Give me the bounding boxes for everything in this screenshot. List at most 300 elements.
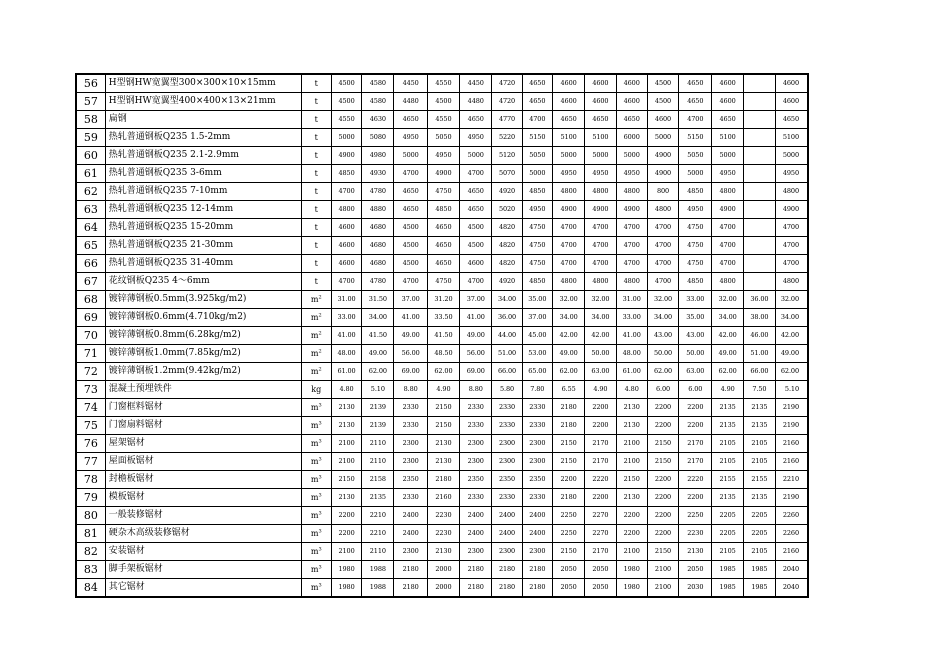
price-cell: 4600 (331, 255, 361, 273)
price-cell: 5220 (492, 129, 522, 147)
price-cell: 48.00 (331, 345, 361, 363)
unit-cell (301, 183, 331, 201)
table-row (76, 417, 808, 435)
price-cell: 62.00 (552, 363, 584, 381)
price-cell: 5000 (552, 147, 584, 165)
price-cell: 1985 (743, 561, 775, 579)
table-row (76, 525, 808, 543)
table-row (76, 273, 808, 291)
price-cell: 2400 (394, 525, 427, 543)
unit-cell (301, 453, 331, 471)
unit-cell (301, 129, 331, 147)
price-cell: 4600 (647, 111, 678, 129)
price-cell: 4680 (362, 255, 394, 273)
material-name: 屋面板锯材 (105, 453, 301, 471)
material-name: 花纹钢板Q235 4～6mm (105, 273, 301, 291)
price-cell: 4700 (647, 237, 678, 255)
price-cell: 2135 (362, 489, 394, 507)
price-cell: 2135 (743, 417, 775, 435)
price-cell: 51.00 (492, 345, 522, 363)
price-cell: 8.80 (460, 381, 492, 399)
price-cell: 2300 (460, 453, 492, 471)
price-cell: 5070 (492, 165, 522, 183)
unit-text: m (310, 457, 319, 466)
price-cell: 34.00 (776, 309, 808, 327)
price-cell: 33.00 (679, 291, 712, 309)
price-cell: 4800 (585, 273, 616, 291)
material-name: 镀锌薄钢板0.8mm(6.28kg/m2) (105, 327, 301, 345)
price-cell (743, 183, 775, 201)
material-name: 混凝土预埋铁件 (105, 381, 301, 399)
price-cell: 2150 (427, 417, 459, 435)
price-cell (743, 255, 775, 273)
unit-superscript: 2 (318, 312, 322, 319)
unit-text: m (310, 349, 319, 358)
price-cell: 2220 (585, 471, 616, 489)
price-cell: 4650 (712, 111, 743, 129)
price-cell: 31.00 (331, 291, 361, 309)
row-number: 84 (76, 579, 105, 598)
price-cell: 2150 (647, 543, 678, 561)
price-cell: 49.00 (552, 345, 584, 363)
price-cell: 5000 (776, 147, 808, 165)
material-name: 热轧普通钢板Q235 12-14mm (105, 201, 301, 219)
price-cell: 4980 (362, 147, 394, 165)
row-number: 69 (76, 309, 105, 327)
unit-cell (301, 111, 331, 129)
price-cell: 4500 (394, 255, 427, 273)
price-cell: 49.00 (362, 345, 394, 363)
price-cell: 4950 (427, 147, 459, 165)
price-cell: 4650 (460, 201, 492, 219)
price-cell: 4800 (712, 273, 743, 291)
row-number: 79 (76, 489, 105, 507)
price-cell: 66.00 (743, 363, 775, 381)
price-cell: 1985 (712, 579, 743, 598)
price-cell: 1988 (362, 561, 394, 579)
price-cell: 2400 (522, 507, 552, 525)
price-cell: 5100 (585, 129, 616, 147)
unit-text: m (310, 511, 319, 520)
price-cell: 2350 (460, 471, 492, 489)
price-cell: 43.00 (679, 327, 712, 345)
price-cell: 2330 (394, 489, 427, 507)
price-cell: 2200 (647, 399, 678, 417)
row-number: 61 (76, 165, 105, 183)
price-cell: 5080 (362, 129, 394, 147)
price-cell: 2300 (460, 543, 492, 561)
price-cell: 800 (647, 183, 678, 201)
price-cell: 34.00 (585, 309, 616, 327)
price-cell: 4720 (492, 93, 522, 111)
price-cell: 2110 (362, 435, 394, 453)
price-cell: 34.00 (492, 291, 522, 309)
table-row (76, 561, 808, 579)
price-cell: 62.00 (776, 363, 808, 381)
price-cell: 2350 (492, 471, 522, 489)
unit-superscript: 2 (318, 294, 322, 301)
price-cell: 2200 (647, 471, 678, 489)
row-number: 74 (76, 399, 105, 417)
unit-text: kg (311, 385, 322, 394)
price-cell: 4950 (522, 201, 552, 219)
price-cell: 2200 (647, 525, 678, 543)
price-cell: 4450 (460, 74, 492, 93)
price-cell: 4900 (712, 201, 743, 219)
price-cell: 5100 (776, 129, 808, 147)
price-cell: 4680 (362, 219, 394, 237)
price-cell: 43.00 (647, 327, 678, 345)
price-cell: 31.50 (362, 291, 394, 309)
price-cell: 5000 (522, 165, 552, 183)
table-row (76, 435, 808, 453)
price-cell: 50.00 (585, 345, 616, 363)
material-name: 屋架锯材 (105, 435, 301, 453)
price-cell (743, 165, 775, 183)
price-cell: 4700 (616, 237, 647, 255)
price-cell: 4850 (679, 273, 712, 291)
price-cell: 2100 (616, 435, 647, 453)
price-cell: 1980 (331, 579, 361, 598)
price-cell: 2330 (394, 417, 427, 435)
price-cell: 2210 (362, 525, 394, 543)
price-cell: 4800 (616, 183, 647, 201)
row-number: 62 (76, 183, 105, 201)
table-body (76, 74, 808, 597)
price-cell: 56.00 (460, 345, 492, 363)
table-row (76, 74, 808, 93)
price-cell: 4.90 (585, 381, 616, 399)
price-cell: 2190 (776, 417, 808, 435)
price-cell: 2139 (362, 399, 394, 417)
table-row (76, 219, 808, 237)
unit-cell (301, 579, 331, 598)
price-cell: 2205 (712, 507, 743, 525)
price-cell: 69.00 (460, 363, 492, 381)
price-cell: 2160 (776, 435, 808, 453)
price-cell: 32.00 (776, 291, 808, 309)
price-cell: 2400 (522, 525, 552, 543)
price-cell: 2205 (743, 525, 775, 543)
price-cell: 4800 (616, 273, 647, 291)
price-cell: 2160 (776, 543, 808, 561)
price-cell: 2130 (331, 399, 361, 417)
price-cell: 2330 (522, 489, 552, 507)
price-cell: 4930 (362, 165, 394, 183)
price-cell: 2050 (585, 561, 616, 579)
price-cell: 4850 (522, 183, 552, 201)
price-cell: 4950 (460, 129, 492, 147)
price-cell: 50.00 (647, 345, 678, 363)
price-cell: 41.50 (427, 327, 459, 345)
price-cell: 2050 (552, 561, 584, 579)
unit-text: t (314, 241, 318, 250)
price-cell: 2260 (776, 507, 808, 525)
price-cell: 2330 (522, 399, 552, 417)
price-cell: 4600 (331, 219, 361, 237)
price-cell: 2135 (743, 399, 775, 417)
unit-superscript: 3 (318, 564, 322, 571)
price-cell: 4700 (712, 237, 743, 255)
price-cell: 2200 (679, 399, 712, 417)
price-cell: 4820 (492, 237, 522, 255)
price-cell: 2135 (712, 417, 743, 435)
price-cell: 2160 (427, 489, 459, 507)
price-cell: 4950 (679, 201, 712, 219)
price-cell: 4650 (679, 74, 712, 93)
price-cell: 4700 (394, 165, 427, 183)
price-cell: 6.00 (647, 381, 678, 399)
unit-cell (301, 147, 331, 165)
price-cell: 2300 (394, 435, 427, 453)
price-cell: 4450 (394, 74, 427, 93)
price-cell: 4770 (492, 111, 522, 129)
price-cell: 2200 (647, 507, 678, 525)
price-cell: 2105 (743, 435, 775, 453)
price-cell: 62.00 (712, 363, 743, 381)
price-cell: 4.80 (616, 381, 647, 399)
price-cell: 2400 (492, 507, 522, 525)
price-cell: 4820 (492, 219, 522, 237)
price-cell: 4650 (522, 93, 552, 111)
price-cell: 2250 (679, 507, 712, 525)
price-cell: 2130 (331, 417, 361, 435)
price-cell: 62.00 (427, 363, 459, 381)
price-cell: 4700 (712, 255, 743, 273)
price-cell: 4820 (492, 255, 522, 273)
price-cell: 2300 (522, 543, 552, 561)
price-cell: 4700 (552, 237, 584, 255)
price-cell: 45.00 (522, 327, 552, 345)
price-cell: 4900 (616, 201, 647, 219)
price-cell: 5150 (679, 129, 712, 147)
price-cell: 2105 (712, 435, 743, 453)
price-cell: 4950 (616, 165, 647, 183)
price-cell: 4700 (679, 111, 712, 129)
price-cell: 2040 (776, 561, 808, 579)
price-cell: 4600 (712, 74, 743, 93)
price-cell: 5000 (460, 147, 492, 165)
price-cell: 4650 (394, 201, 427, 219)
price-cell: 2130 (427, 543, 459, 561)
price-cell (743, 147, 775, 165)
price-cell: 4700 (712, 219, 743, 237)
price-cell: 4650 (616, 111, 647, 129)
price-cell: 4650 (460, 111, 492, 129)
row-number: 75 (76, 417, 105, 435)
row-number: 60 (76, 147, 105, 165)
price-cell: 2300 (460, 435, 492, 453)
price-cell: 7.50 (743, 381, 775, 399)
unit-superscript: 3 (318, 402, 322, 409)
price-cell: 51.00 (743, 345, 775, 363)
price-cell: 35.00 (522, 291, 552, 309)
row-number: 72 (76, 363, 105, 381)
price-cell: 32.00 (712, 291, 743, 309)
price-cell: 4580 (362, 74, 394, 93)
price-cell: 2155 (712, 471, 743, 489)
price-cell: 4600 (585, 74, 616, 93)
unit-text: m (310, 547, 319, 556)
price-cell: 38.00 (743, 309, 775, 327)
price-cell: 48.50 (427, 345, 459, 363)
price-cell: 2200 (679, 417, 712, 435)
price-cell: 4850 (679, 183, 712, 201)
table-row (76, 363, 808, 381)
price-table (75, 73, 809, 598)
row-number: 64 (76, 219, 105, 237)
unit-cell (301, 327, 331, 345)
table-row (76, 471, 808, 489)
price-cell: 2050 (679, 561, 712, 579)
unit-cell (301, 435, 331, 453)
price-cell: 42.00 (585, 327, 616, 345)
price-cell: 2200 (616, 507, 647, 525)
material-name: H型钢HW宽翼型400×400×13×21mm (105, 93, 301, 111)
unit-text: t (314, 151, 318, 160)
price-cell: 37.00 (460, 291, 492, 309)
price-cell: 4900 (647, 165, 678, 183)
price-cell: 4900 (331, 147, 361, 165)
price-cell: 32.00 (647, 291, 678, 309)
material-name: 其它锯材 (105, 579, 301, 598)
price-cell: 2180 (492, 561, 522, 579)
material-name: 模板锯材 (105, 489, 301, 507)
price-cell: 2200 (647, 417, 678, 435)
row-number: 57 (76, 93, 105, 111)
price-cell: 4.90 (712, 381, 743, 399)
table-row (76, 327, 808, 345)
price-cell: 34.00 (362, 309, 394, 327)
price-cell: 4900 (647, 147, 678, 165)
price-cell: 2130 (427, 435, 459, 453)
price-cell: 4750 (522, 237, 552, 255)
unit-cell (301, 255, 331, 273)
unit-superscript: 2 (318, 330, 322, 337)
table-row (76, 237, 808, 255)
price-cell: 2100 (647, 579, 678, 598)
row-number: 71 (76, 345, 105, 363)
unit-cell (301, 507, 331, 525)
price-cell: 34.00 (647, 309, 678, 327)
price-cell: 2130 (616, 417, 647, 435)
price-cell: 5000 (712, 147, 743, 165)
price-cell: 2400 (394, 507, 427, 525)
price-cell: 4480 (460, 93, 492, 111)
price-cell: 4800 (647, 201, 678, 219)
price-cell: 2300 (522, 453, 552, 471)
price-cell: 4600 (616, 93, 647, 111)
price-cell: 2330 (492, 489, 522, 507)
price-cell: 4800 (585, 183, 616, 201)
price-cell: 4780 (362, 273, 394, 291)
unit-superscript: 3 (318, 528, 322, 535)
unit-text: t (314, 97, 318, 106)
price-cell: 4900 (585, 201, 616, 219)
unit-text: t (314, 259, 318, 268)
price-cell: 5.80 (492, 381, 522, 399)
price-cell: 2130 (616, 399, 647, 417)
price-cell: 2170 (679, 435, 712, 453)
price-cell: 4700 (776, 255, 808, 273)
unit-superscript: 3 (318, 510, 322, 517)
table-row (76, 183, 808, 201)
price-cell: 4650 (585, 111, 616, 129)
table-row (76, 93, 808, 111)
price-cell: 41.00 (331, 327, 361, 345)
price-cell: 4500 (331, 74, 361, 93)
unit-superscript: 3 (318, 420, 322, 427)
price-cell: 4.80 (331, 381, 361, 399)
price-cell: 4780 (362, 183, 394, 201)
price-cell: 2105 (743, 453, 775, 471)
price-cell: 4800 (331, 201, 361, 219)
price-cell: 2350 (522, 471, 552, 489)
price-cell: 4700 (460, 165, 492, 183)
material-name: 硬杂木高级装修锯材 (105, 525, 301, 543)
table-row (76, 399, 808, 417)
row-number: 58 (76, 111, 105, 129)
unit-text: t (314, 115, 318, 124)
price-cell: 4920 (492, 273, 522, 291)
row-number: 59 (76, 129, 105, 147)
price-cell: 2200 (585, 417, 616, 435)
price-cell: 4600 (331, 237, 361, 255)
price-cell: 4800 (552, 273, 584, 291)
price-cell: 61.00 (331, 363, 361, 381)
price-cell: 4700 (552, 255, 584, 273)
price-cell: 34.00 (552, 309, 584, 327)
price-cell: 2300 (394, 543, 427, 561)
price-cell: 2130 (331, 489, 361, 507)
price-cell: 2170 (585, 435, 616, 453)
price-cell: 49.00 (712, 345, 743, 363)
price-cell: 2110 (362, 453, 394, 471)
price-cell: 4650 (460, 183, 492, 201)
unit-superscript: 3 (318, 438, 322, 445)
price-cell: 4850 (331, 165, 361, 183)
price-cell: 2205 (712, 525, 743, 543)
price-cell: 5000 (331, 129, 361, 147)
price-cell: 5050 (679, 147, 712, 165)
unit-cell (301, 291, 331, 309)
price-cell: 2200 (585, 489, 616, 507)
price-cell: 4700 (776, 237, 808, 255)
price-cell: 42.00 (552, 327, 584, 345)
price-cell: 2155 (743, 471, 775, 489)
price-cell: 2150 (427, 399, 459, 417)
price-cell: 2150 (331, 471, 361, 489)
price-cell: 4500 (460, 219, 492, 237)
price-cell: 4700 (616, 255, 647, 273)
row-number: 81 (76, 525, 105, 543)
row-number: 56 (76, 74, 105, 93)
price-cell: 4600 (552, 93, 584, 111)
price-cell: 4500 (647, 93, 678, 111)
price-cell: 2330 (394, 399, 427, 417)
price-cell: 4750 (427, 183, 459, 201)
price-cell: 4700 (331, 183, 361, 201)
price-cell: 2139 (362, 417, 394, 435)
price-cell (743, 237, 775, 255)
unit-cell (301, 543, 331, 561)
price-cell: 41.00 (616, 327, 647, 345)
table-row (76, 165, 808, 183)
table-row (76, 255, 808, 273)
price-cell: 4700 (460, 273, 492, 291)
price-cell: 2230 (427, 507, 459, 525)
price-cell: 4500 (394, 219, 427, 237)
